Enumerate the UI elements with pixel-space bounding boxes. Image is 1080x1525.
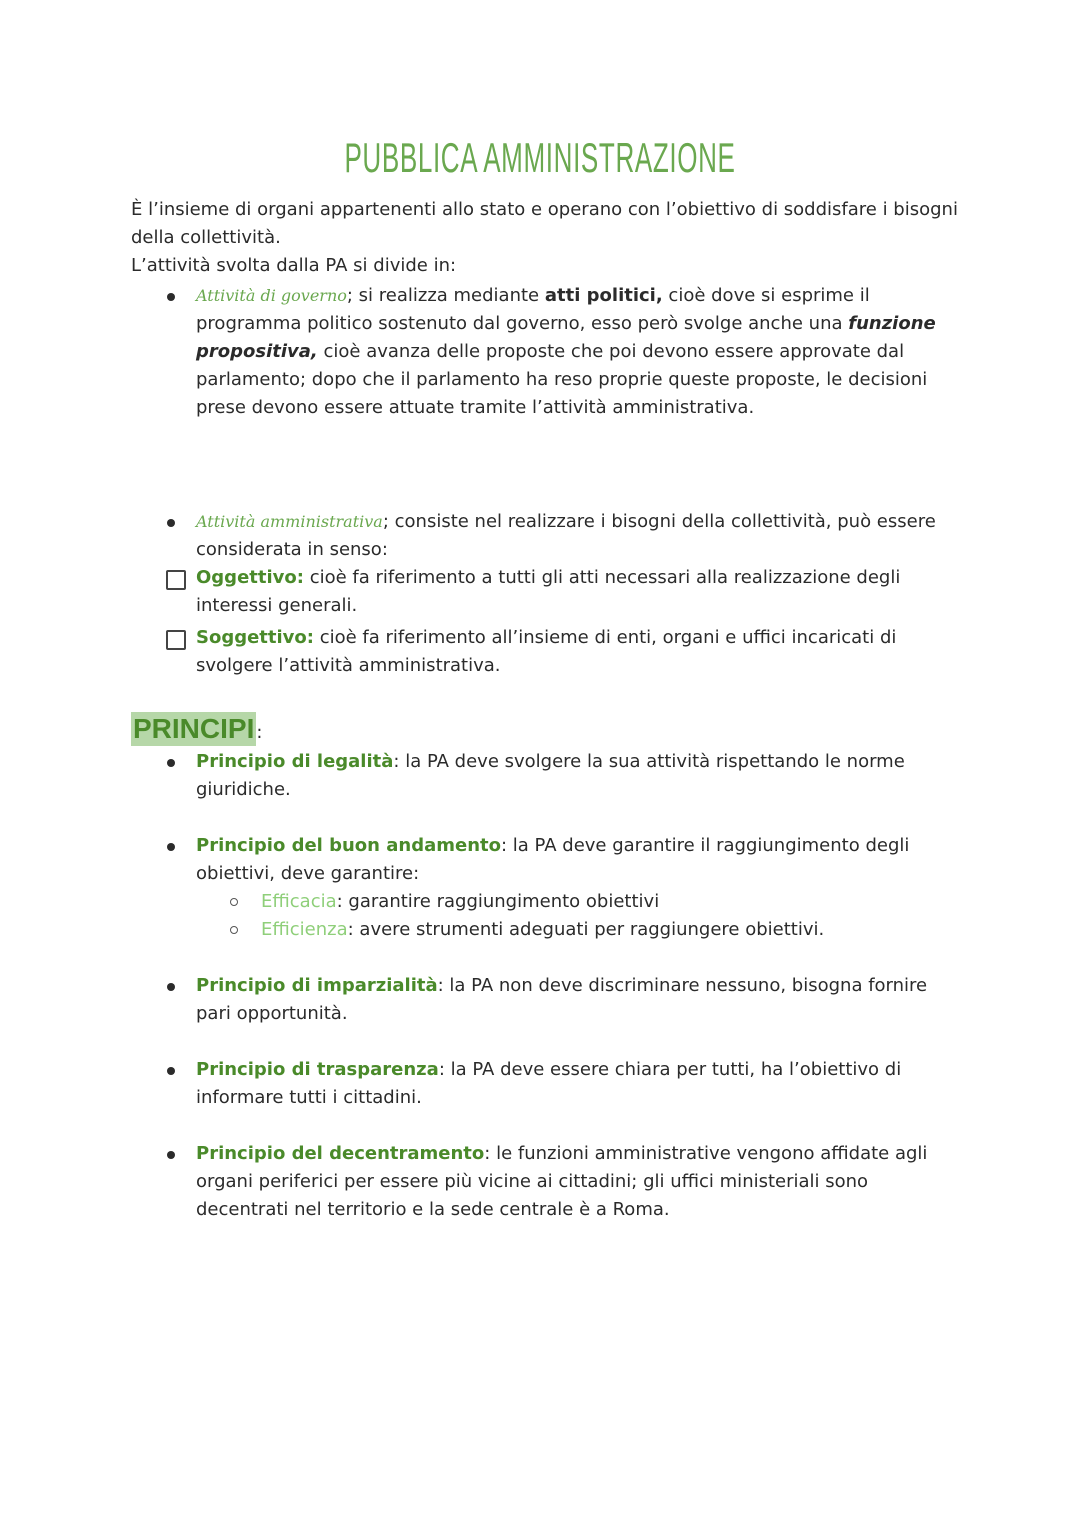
principle-item [131,748,961,804]
intro-line-1: È l’insieme di organi appartenenti allo stato e operano con l’obiettivo di soddisfare i bisogni della collettività. [131,199,958,248]
item-text: ; si realizza mediante [346,285,545,306]
item-text: ; consiste nel realizzare i bisogni della collettività, può essere considerata in senso: [196,511,936,560]
activity-list [131,282,961,422]
checkbox-icon[interactable] [166,630,186,650]
circle-bullet-icon [230,926,238,934]
sense-text: cioè fa riferimento all’insieme di enti, organi e uffici incaricati di svolgere l’attività amministrativa. [196,627,897,676]
list-item-governo [131,282,961,422]
list-item-soggettivo [131,624,961,680]
principle-label: Principio di imparzialità [196,975,438,996]
sub-label: Efficacia [261,891,337,912]
bold-text: atti politici, [544,285,663,306]
principle-list [131,748,961,1224]
checkbox-icon[interactable] [166,570,186,590]
item-text: cioè avanza delle proposte che poi devono essere approvate dal parlamento; dopo che il parlamento ha reso proprie queste proposte, le decisioni prese devono essere attuate tramite l’attività amministrativa. [196,341,928,418]
page-title: PUBBLICA AMMINISTRAZIONE [344,134,736,181]
principle-text: : la PA deve garantire il raggiungimento degli obiettivi, deve garantire: [196,835,910,884]
handwritten-label: Attività di governo [196,286,347,305]
principle-label: Principio del buon andamento [196,835,501,856]
sub-item [196,888,961,916]
sub-item [196,916,961,944]
handwritten-label: Attività amministrativa [196,512,383,531]
circle-bullet-icon [230,898,238,906]
sub-text: : garantire raggiungimento obiettivi [336,891,660,912]
bullet-dot-icon [167,983,175,991]
list-item-oggettivo [131,564,961,620]
item-text: cioè dove si esprime il programma politico sostenuto dal governo, esso però svolge anche una [196,285,870,334]
sub-list [196,888,961,944]
highlighted-heading: PRINCIPI [133,713,255,744]
principle-item [131,832,961,944]
bold-italic-text: funzione propositiva, [196,313,936,362]
intro-paragraph [131,196,961,280]
principle-label: Principio del decentramento [196,1143,485,1164]
principle-item [131,972,961,1028]
sense-label: Oggettivo: [196,567,304,588]
principi-heading [131,712,262,746]
bullet-dot-icon [167,1067,175,1075]
bullet-dot-icon [167,519,175,527]
intro-line-2: L’attività svolta dalla PA si divide in: [131,255,457,276]
principle-item [131,1056,961,1112]
sub-text: : avere strumenti adeguati per raggiungere obiettivi. [347,919,825,940]
bullet-dot-icon [167,759,175,767]
bullet-dot-icon [167,293,175,301]
heading-colon: : [256,722,263,743]
sense-text: cioè fa riferimento a tutti gli atti necessari alla realizzazione degli interessi generali. [196,567,901,616]
activity-list-2 [131,508,961,680]
principle-label: Principio di legalità [196,751,394,772]
principle-label: Principio di trasparenza [196,1059,439,1080]
principle-text: : la PA deve svolgere la sua attività rispettando le norme giuridiche. [196,751,905,800]
bullet-dot-icon [167,1151,175,1159]
sense-label: Soggettivo: [196,627,314,648]
principle-text: : le funzioni amministrative vengono affidate agli organi periferici per essere più vicine ai cittadini; gli uffici ministeriali sono decentrati nel territorio e la sede centrale è a Roma. [196,1143,928,1220]
principle-item [131,1140,961,1224]
bullet-dot-icon [167,843,175,851]
sub-label: Efficienza [261,919,348,940]
principle-text: : la PA non deve discriminare nessuno, bisogna fornire pari opportunità. [196,975,928,1024]
principle-text: : la PA deve essere chiara per tutti, ha l’obiettivo di informare tutti i cittadini. [196,1059,902,1108]
list-item-amministrativa [131,508,961,564]
